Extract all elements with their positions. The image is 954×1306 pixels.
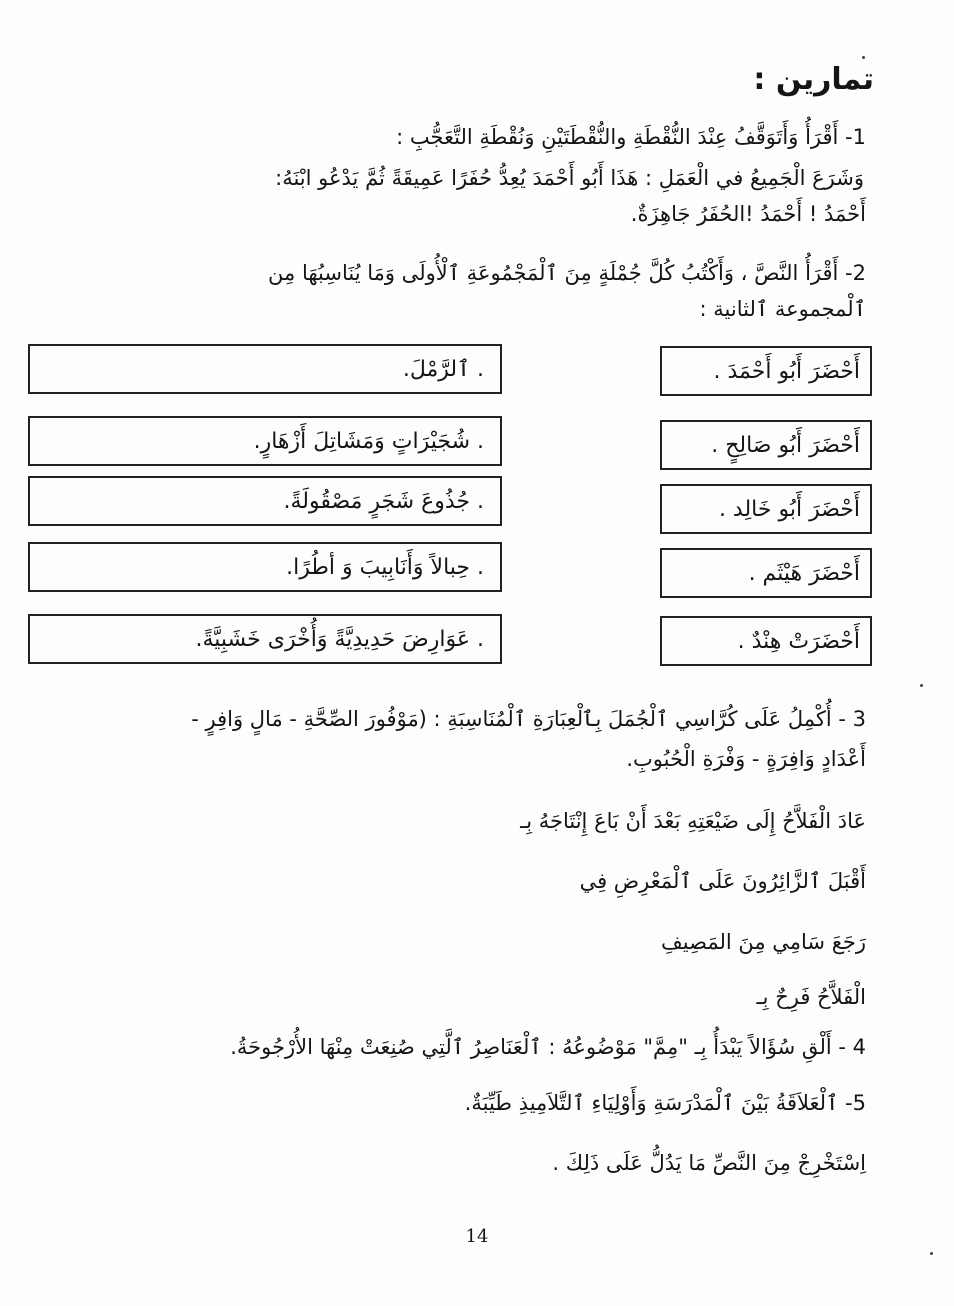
group2-box: . حِبالاً وَأَنَابِيبَ وَ أطُرًا. — [28, 542, 502, 592]
group1-box: أَحْضَرَ أَبُو أَحْمَدَ . — [660, 346, 872, 396]
group1-box: أَحْضَرَ أَبُو خَالِد . — [660, 484, 872, 534]
scan-speck — [920, 684, 923, 687]
exercise5-question: اِسْتَخْرِجْ مِنَ النَّصِّ مَا يَدُلُّ عَلَى ذَلِكَ . — [552, 1151, 866, 1175]
group1-box: أَحْضَرَ هَيْثَم . — [660, 548, 872, 598]
exercise4-instruction: 4 - أَلْقِ سُؤَالاً يَبْدَأُ بِـ "مِمَّ" مَوْضُوعُهُ : ٱلْعَنَاصِرُ ٱلَّتِي صُنِعَتْ مِنْهَا الأُرْجُوحَةُ. — [230, 1035, 866, 1059]
exercise3-options: أَعْدَادٍ وَافِرَةٍ - وَفْرَةِ الْحُبُوبِ. — [626, 747, 866, 771]
group2-box: . عَوَارِضَ حَدِيدِيَّةً وَأُخْرَى خَشَبِيَّةً. — [28, 614, 502, 664]
group2-box: . ٱلرَّمْلَ. — [28, 344, 502, 394]
exercise2-instruction-cont: ٱلْمجموعة ٱلثانية : — [699, 297, 866, 321]
exercise5-statement: 5- ٱلْعَلاَقَةُ بَيْنَ ٱلْمَدْرَسَةِ وَأَوْلِيَاءِ ٱلتَّلاَمِيذِ طَيِّبَةٌ. — [464, 1091, 866, 1115]
exercises-title: تمارين : — [753, 62, 874, 97]
exercise1-text-line: أَحْمَدُ ! أَحْمَدُ !الحُفَرُ جَاهِزَةٌ. — [630, 202, 866, 226]
scan-speck — [930, 1252, 933, 1255]
scan-speck — [862, 56, 865, 59]
exercise1-text-line: وَشَرَعَ الْجَمِيعُ في الْعَمَلِ : هَذَا أَبُو أَحْمَدَ يُعِدُّ حُفَرًا عَمِيقَةً ثُمَّ يَدْعُو ابْنَهُ: — [275, 166, 864, 190]
exercise1-instruction: 1- أَقْرَأُ وَأَتَوَقَّفُ عِنْدَ النُّقْطَةِ والنُّقْطَتَيْنِ وَنُقْطَةِ التَّعَجُّبِ : — [396, 125, 866, 149]
group2-box: . شُجَيْرَاتٍ وَمَشَاتِلَ أَزْهَارٍ. — [28, 416, 502, 466]
exercise3-sentence: رَجَعَ سَامِي مِنَ المَصِيفِ — [661, 930, 866, 954]
exercise2-instruction: 2- أَقْرَأُ النَّصَّ ، وَأَكْتُبُ كُلَّ جُمْلَةٍ مِنَ ٱلْمَجْمُوعَةِ ٱلْأُولَى وَمَا يُنَاسِبُهَا مِن — [268, 261, 866, 285]
group1-box: أَحْضَرَ أَبُو صَالِحٍ . — [660, 420, 872, 470]
exercise3-sentence: عَادَ الْفَلاَّحُ إِلَى ضَيْعَتِهِ بَعْدَ أَنْ بَاعَ إِنْتَاجَهُ بِـ — [520, 809, 866, 833]
exercise3-sentence: أَقْبَلَ ٱلزَّائِرُونَ عَلَى ٱلْمَعْرِضِ فِي — [579, 869, 866, 893]
exercise3-sentence: الْفَلاَّحُ فَرِحٌ بِـ — [756, 985, 866, 1009]
group1-box: أَحْضَرَتْ هِنْدٌ . — [660, 616, 872, 666]
group2-box: . جُذُوعَ شَجَرٍ مَصْقُولَةً. — [28, 476, 502, 526]
page-number: 14 — [465, 1226, 489, 1247]
exercise3-instruction: 3 - أُكْمِلُ عَلَى كُرَّاسِي ٱلْجُمَلَ بِٱلْعِبَارَةِ ٱلْمُنَاسِبَةِ : (مَوْفُورَ الصِّحَّةِ - مَالٍ وَافِرٍ - — [191, 707, 866, 731]
